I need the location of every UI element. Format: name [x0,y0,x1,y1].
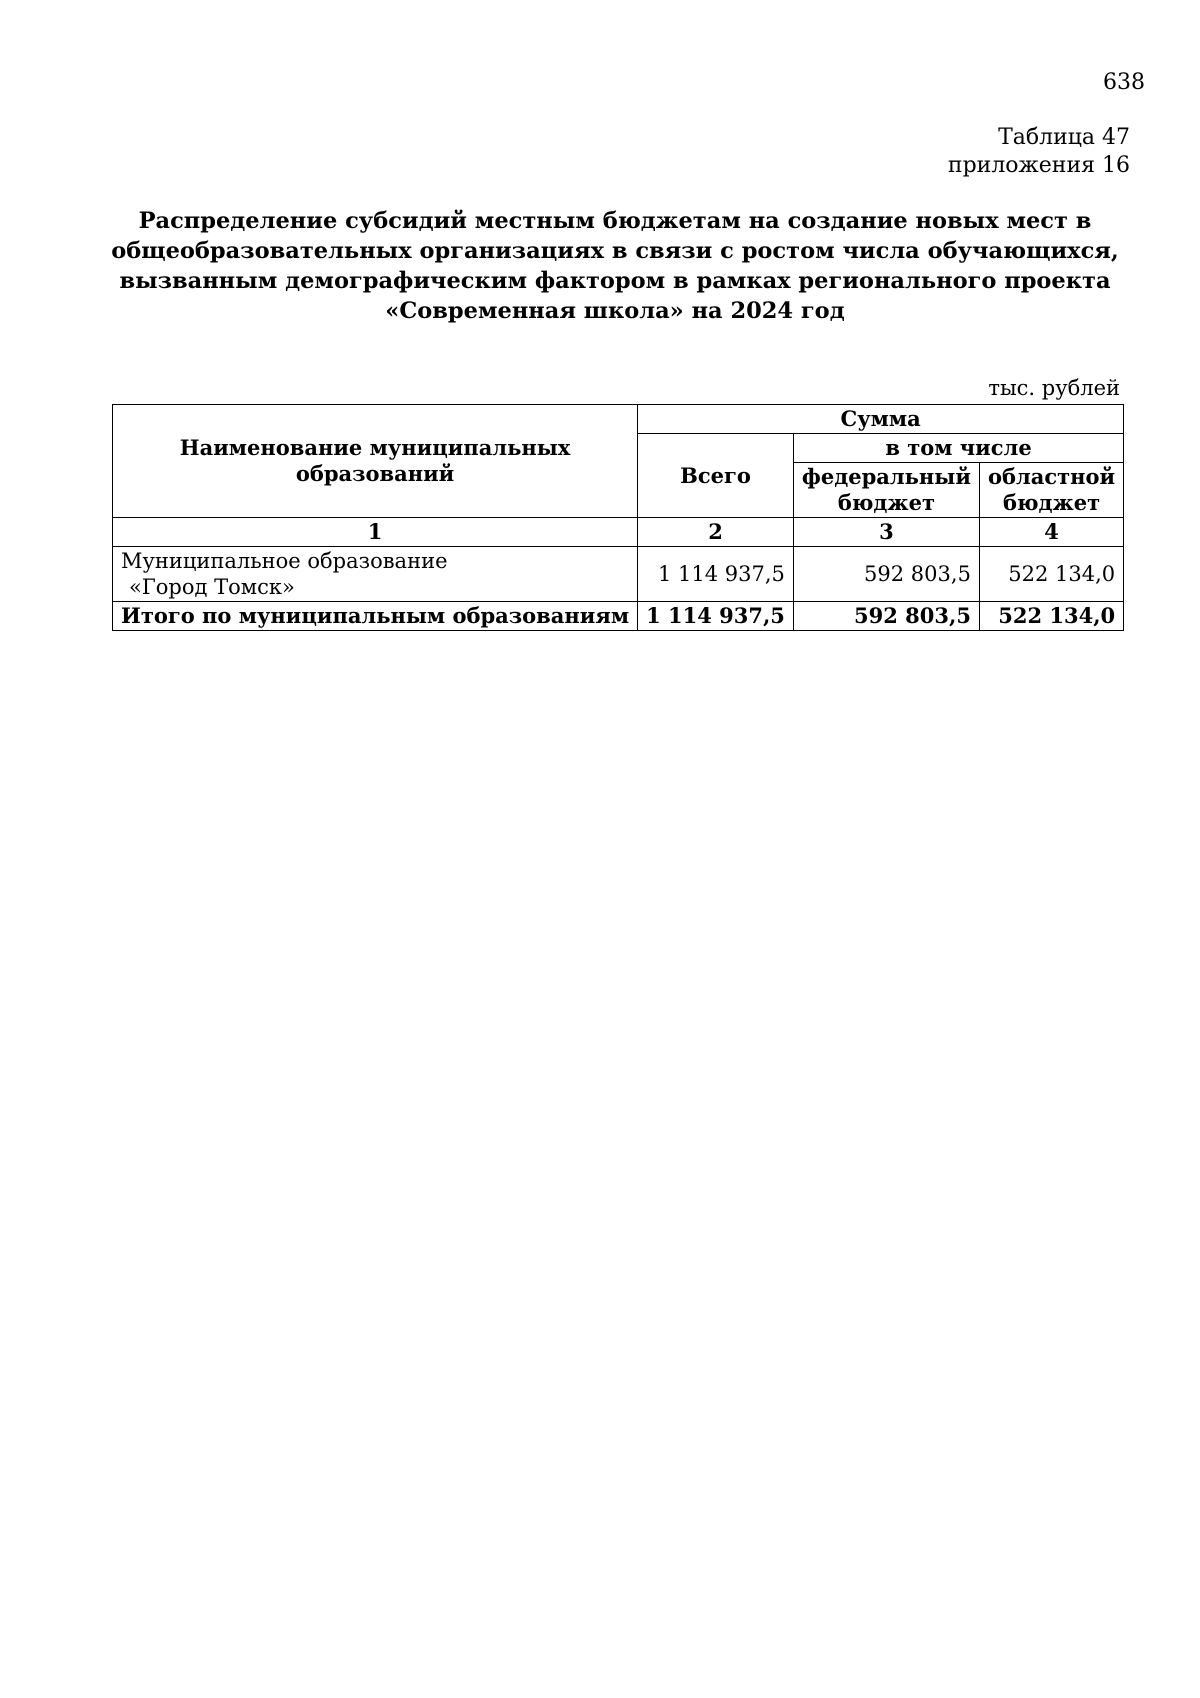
header-name-line: образований [295,461,455,486]
municipality-name [113,547,638,602]
header-federal [793,463,979,518]
column-number: 3 [793,518,979,547]
total-value: 1 114 937,5 [638,547,794,602]
column-number-row [113,518,1124,547]
units-label: тыс. рублей [988,376,1120,400]
header-including: в том числе [793,434,1123,463]
column-number: 1 [113,518,638,547]
header-row [113,405,1124,434]
header-federal-line: федеральный [801,464,971,489]
column-number: 4 [979,518,1123,547]
table-number: Таблица 47 [998,125,1130,150]
header-regional-line: областной [987,464,1116,489]
header-name [113,405,638,518]
municipality-name-line: Муниципальное образование [121,549,448,573]
header-total: Всего [638,434,794,518]
table-row [113,547,1124,602]
appendix-number: приложения 16 [947,153,1130,178]
municipality-name-line: «Город Томск» [129,575,295,599]
title-line: «Современная школа» на 2024 год [385,298,845,324]
page-number: 638 [1103,70,1145,95]
column-number: 2 [638,518,794,547]
subsidy-table [112,404,1124,631]
header-regional [979,463,1123,518]
header-name-line: Наименование муниципальных [179,435,571,460]
summary-total: 1 114 937,5 [638,602,794,631]
federal-value: 592 803,5 [793,547,979,602]
document-title [110,206,1120,326]
title-line: общеобразовательных организациях в связи с ростом числа обучающихся, [111,238,1119,264]
header-sum: Сумма [638,405,1124,434]
summary-label: Итого по муниципальным образованиям [113,602,638,631]
header-regional-line: бюджет [1002,490,1101,515]
summary-regional: 522 134,0 [979,602,1123,631]
title-line: вызванным демографическим фактором в рамках регионального проекта [119,268,1111,294]
header-federal-line: бюджет [837,490,935,515]
summary-row [113,602,1124,631]
summary-federal: 592 803,5 [793,602,979,631]
table-reference [948,124,1130,180]
regional-value: 522 134,0 [979,547,1123,602]
title-line: Распределение субсидий местным бюджетам на создание новых мест в [138,208,1092,234]
